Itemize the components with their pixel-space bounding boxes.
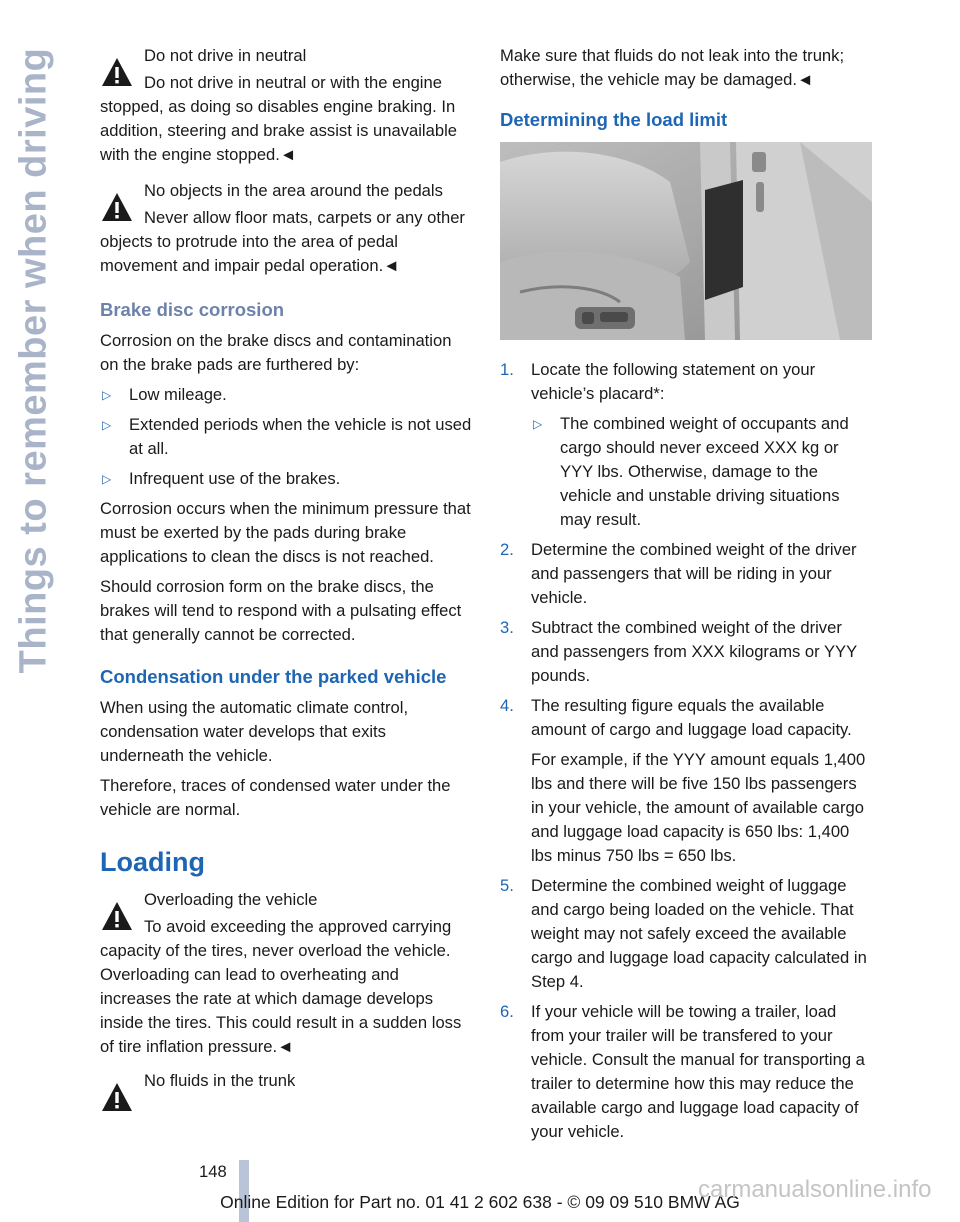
arrow-bullet-icon: ▷: [102, 418, 112, 432]
step-text: The resulting figure equals the available amount of cargo and luggage load capacity.: [531, 696, 852, 739]
warning-triangle-icon: [100, 191, 134, 223]
warning-triangle-icon: [100, 56, 134, 88]
step-text: Locate the following statement on your vehicle’s placard*:: [531, 360, 816, 403]
step-text: Subtract the combined weight of the driver and passengers from XXX kilograms or YYY pounds.: [531, 618, 857, 685]
step-number: 2.: [500, 540, 514, 559]
arrow-bullet-icon: ▷: [533, 417, 543, 431]
step-number: 1.: [500, 360, 514, 379]
paragraph: Corrosion on the brake discs and contamination on the brake pads are furthered by:: [100, 331, 452, 374]
warning-pedals: [100, 179, 474, 278]
section-heading-load-limit: Determining the load limit: [500, 109, 728, 130]
section-heading-condensation: Condensation under the parked vehicle: [100, 666, 447, 687]
warning-fluids: [100, 1069, 474, 1093]
step-number: 4.: [500, 696, 514, 715]
warning-title: Overloading the vehicle: [144, 890, 318, 909]
warning-body: Never allow floor mats, carpets or any other objects to protrude into the area of pedal movement and impair pedal operation.◄: [100, 208, 465, 275]
list-item: [100, 383, 474, 407]
list-item-text: Low mileage.: [129, 385, 227, 404]
warning-body: To avoid exceeding the approved carrying capacity of the tires, never overload the vehicle. Overloading can lead to overheating and increases the rate at which damage develops inside the tires. This could result in a sudden loss of tire inflation pressure.◄: [100, 917, 462, 1056]
step-item: [500, 694, 874, 868]
left-column: [100, 44, 474, 1117]
list-item: [531, 412, 874, 532]
warning-overloading: [100, 888, 474, 1059]
seat-placard-photo: [500, 142, 872, 340]
paragraph: Corrosion occurs when the minimum pressure that must be exerted by the pads during brake applications to clean the discs is not reached.: [100, 499, 471, 566]
section-heading-loading: Loading: [100, 847, 205, 877]
step-item: [500, 616, 874, 688]
arrow-bullet-icon: ▷: [102, 388, 112, 402]
step-text: Determine the combined weight of luggage and cargo being loaded on the vehicle. That weight may not safely exceed the available cargo and luggage load capacity calculated in Step 4.: [531, 876, 867, 991]
step-item: [500, 538, 874, 610]
section-heading-brake-disc-corrosion: Brake disc corrosion: [100, 299, 285, 320]
edition-footer: Online Edition for Part no. 01 41 2 602 638 - © 09 09 510 BMW AG: [220, 1192, 740, 1212]
warning-title: No objects in the area around the pedals: [144, 181, 443, 200]
warning-neutral: [100, 44, 474, 167]
step-number: 3.: [500, 618, 514, 637]
right-column: [500, 44, 874, 1150]
warning-title: Do not drive in neutral: [144, 46, 307, 65]
step-number: 5.: [500, 876, 514, 895]
list-item: [100, 467, 474, 491]
list-item: [100, 413, 474, 461]
paragraph: Should corrosion form on the brake discs, the brakes will tend to respond with a pulsating effect that generally cannot be corrected.: [100, 577, 462, 644]
side-section-title: [8, 40, 60, 680]
arrow-bullet-icon: ▷: [102, 472, 112, 486]
load-limit-steps: [500, 358, 874, 1144]
list-item-text: Extended periods when the vehicle is not used at all.: [129, 415, 472, 458]
step-text: Determine the combined weight of the driver and passengers that will be riding in your vehicle.: [531, 540, 857, 607]
paragraph: When using the automatic climate control, condensation water develops that exits underneath the vehicle.: [100, 698, 409, 765]
step-text: If your vehicle will be towing a trailer, load from your trailer will be transfered to your vehicle. Consult the manual for transporting a trailer to determine how this may reduce the available cargo and luggage load capacity of your vehicle.: [531, 1002, 865, 1141]
list-item-text: The combined weight of occupants and cargo should never exceed XXX kg or YYY lbs. Otherwise, damage to the vehicle and unstable driving situations may result.: [560, 414, 849, 529]
side-section-title-text: Things to remember when driving: [12, 47, 55, 673]
list-item-text: Infrequent use of the brakes.: [129, 469, 341, 488]
warning-body-continued: Make sure that fluids do not leak into the trunk; otherwise, the vehicle may be damaged.◄: [500, 46, 845, 89]
warning-title: No fluids in the trunk: [144, 1071, 296, 1090]
warning-triangle-icon: [100, 900, 134, 932]
step-number: 6.: [500, 1002, 514, 1021]
step-example: For example, if the YYY amount equals 1,400 lbs and there will be five 150 lbs passengers in your vehicle, the amount of available cargo and luggage load capacity is 650 lbs: 1,400 lbs minus 750 lbs = 650 lbs.: [531, 750, 866, 865]
brake-causes-list: [100, 383, 474, 491]
step-item: [500, 1000, 874, 1144]
warning-body: Do not drive in neutral or with the engine stopped, as doing so disables engine braking. In addition, steering and brake assist is unavailable with the engine stopped.◄: [100, 73, 457, 164]
step-item: [500, 358, 874, 532]
warning-triangle-icon: [100, 1081, 134, 1113]
step-item: [500, 874, 874, 994]
step-sublist: [531, 412, 874, 532]
watermark: carmanualsonline.info: [698, 1176, 932, 1203]
paragraph: Therefore, traces of condensed water under the vehicle are normal.: [100, 776, 451, 819]
page-number: 148: [199, 1162, 227, 1181]
